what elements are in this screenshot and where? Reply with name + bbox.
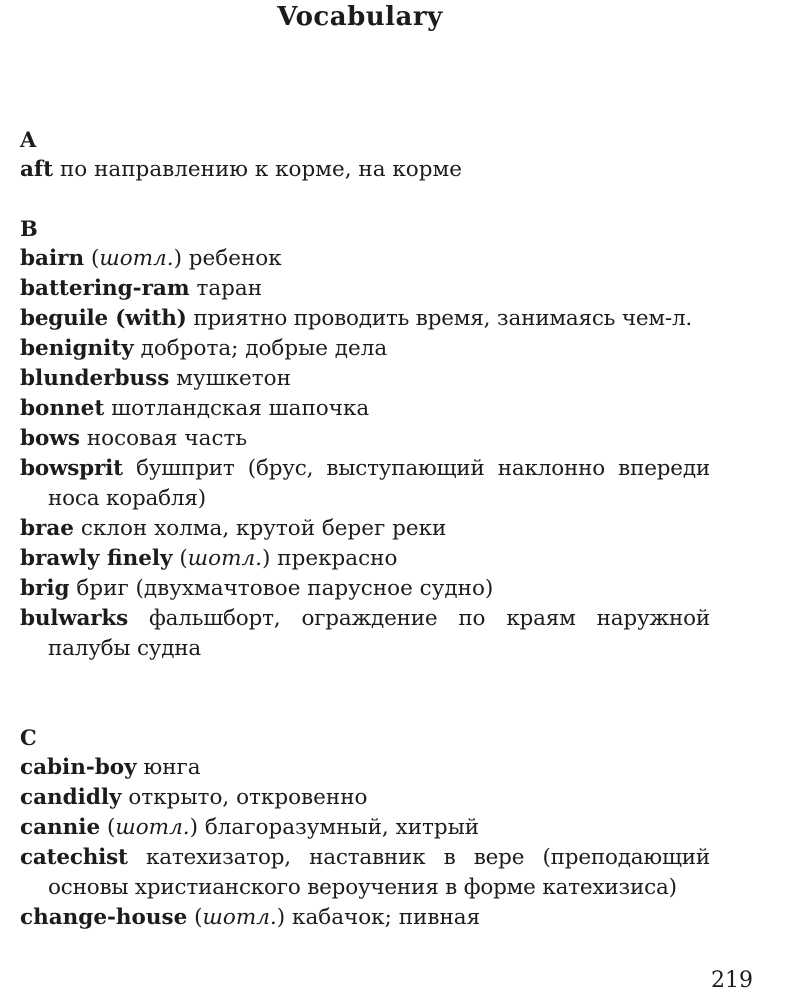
entry-blunderbuss [20,364,710,394]
headword: bows [20,426,80,451]
headword: bulwarks [20,606,128,631]
entry-brig [20,574,710,604]
definition: ) ребенок [173,246,282,271]
definition: мушкетон [176,366,291,391]
headword: bonnet [20,396,105,421]
gloss-label: шотл. [202,905,277,930]
definition: юнга [143,755,201,780]
definition: таран [196,276,263,301]
definition: склон холма, крутой берег реки [80,516,447,541]
headword: cabin-boy [20,755,137,780]
entry-bowsprit [20,454,710,514]
headword: brig [20,576,70,601]
section-c [20,723,710,933]
headword: cannie [20,815,101,840]
entry-catechist [20,843,710,903]
entry-candidly [20,783,710,813]
definition: доброта; добрые дела [140,336,388,361]
headword: blunderbuss [20,366,170,391]
entry-bonnet [20,394,710,424]
definition: ) благоразумный, хитрый [189,815,480,840]
paren: ( [179,546,188,571]
headword: catechist [20,845,128,870]
definition: носовая часть [86,426,248,451]
headword: battering-ram [20,276,190,301]
definition: катехизатор, наставник в вере (преподающий основы христианского вероучения в форме катехизиса) [48,845,710,900]
entry-cabin-boy [20,753,710,783]
section-letter: B [20,216,38,241]
headword: candidly [20,785,122,810]
entry-cannie [20,813,710,843]
section-b [20,214,710,664]
paren: ( [90,246,100,271]
paren: ( [106,815,116,840]
entry-change-house [20,903,710,933]
entry-brawly-finely [20,544,710,574]
entry-beguile [20,304,710,334]
entry-brae [20,514,710,544]
page-number: 219 [711,968,753,993]
definition: по направлению к корме, на корме [59,157,462,182]
definition: шотландская шапочка [111,396,370,421]
gloss-label: шотл. [115,815,190,840]
definition: фальшборт, ограждение по краям наружной палубы судна [48,606,710,661]
headword: aft [20,157,54,182]
gloss-label: шотл. [99,246,174,271]
entry-benignity [20,334,710,364]
section-letter: A [20,127,37,152]
headword: benignity [20,336,134,361]
gloss-label: шотл. [187,546,263,571]
entry-bulwarks [20,604,710,664]
definition: ) прекрасно [262,546,398,571]
page-title: Vocabulary [277,2,443,32]
definition: ) кабачок; пивная [276,905,481,930]
section-a [20,125,710,185]
headword: bowsprit [20,456,123,481]
section-letter: C [20,725,37,750]
headword: beguile (with) [20,306,187,331]
entry-bairn [20,244,710,274]
entry-bows [20,424,710,454]
definition: бушприт (брус, выступающий наклонно впереди носа корабля) [48,456,710,511]
headword: change-house [20,905,188,930]
definition: приятно проводить время, занимаясь чем-л. [193,306,693,331]
headword: brae [20,516,74,541]
headword: brawly finely [20,546,173,571]
entry-battering-ram [20,274,710,304]
definition: бриг (двухмачтовое парусное судно) [76,576,494,601]
entry-aft [20,155,710,185]
headword: bairn [20,246,85,271]
definition: открыто, откровенно [128,785,368,810]
paren: ( [194,905,203,930]
